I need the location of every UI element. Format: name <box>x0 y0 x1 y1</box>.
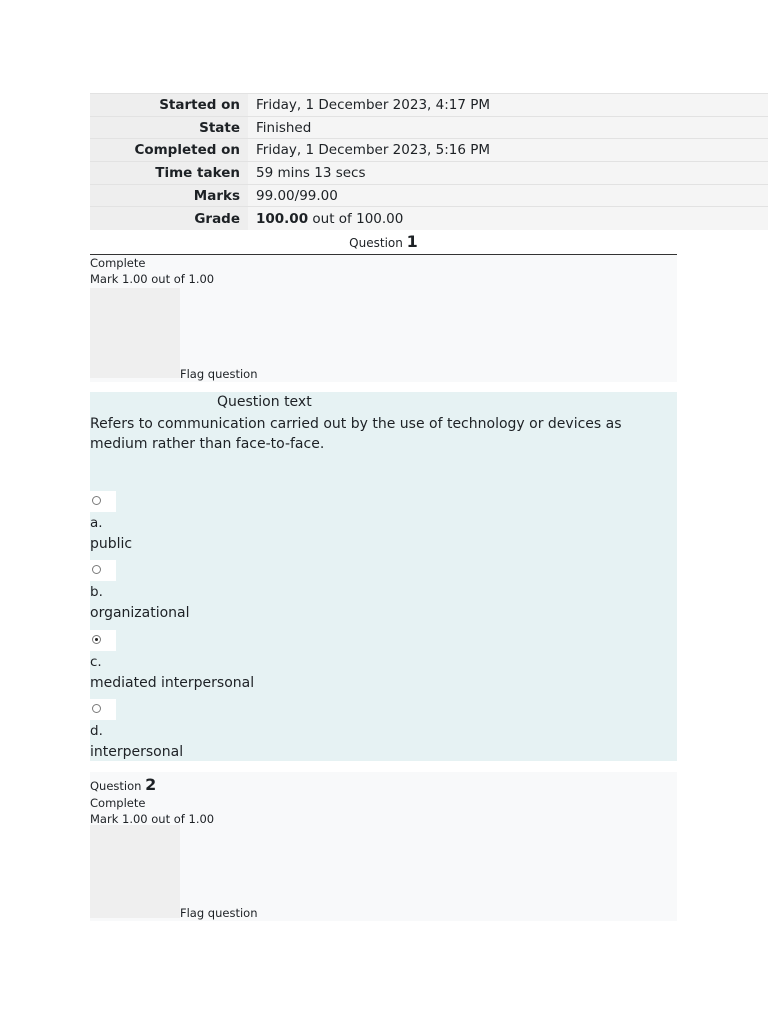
grade-label: Grade <box>90 207 248 230</box>
question-1-number: 1 <box>406 232 418 251</box>
option-c-radio-selected[interactable] <box>92 635 101 644</box>
grade-value <box>248 207 768 230</box>
question-1-label: Question <box>349 236 407 250</box>
question-1-flag-button[interactable]: Flag question <box>180 367 258 381</box>
option-a-radio-box[interactable] <box>90 491 116 512</box>
question-1-flag-image <box>90 288 180 378</box>
completed-on-label: Completed on <box>90 139 248 162</box>
marks-value: 99.00/99.00 <box>248 184 768 207</box>
option-d-letter: d. <box>90 723 103 739</box>
question-1-header <box>90 232 677 255</box>
option-a-letter: a. <box>90 515 103 531</box>
question-2-info <box>90 772 677 921</box>
started-on-label: Started on <box>90 94 248 117</box>
question-text-heading: Question text <box>217 394 312 410</box>
question-2-mark: Mark 1.00 out of 1.00 <box>90 811 215 826</box>
question-1-mark: Mark 1.00 out of 1.00 <box>90 271 215 286</box>
question-2-number: 2 <box>145 775 157 794</box>
started-on-value: Friday, 1 December 2023, 4:17 PM <box>248 94 768 117</box>
completed-on-value: Friday, 1 December 2023, 5:16 PM <box>248 139 768 162</box>
option-b-radio[interactable] <box>92 565 101 574</box>
state-value: Finished <box>248 116 768 139</box>
summary-row-marks <box>90 184 768 207</box>
state-label: State <box>90 116 248 139</box>
marks-label: Marks <box>90 184 248 207</box>
question-1-info <box>90 255 677 382</box>
option-d-radio-box[interactable] <box>90 699 116 720</box>
summary-row-completed <box>90 139 768 162</box>
question-2-flag-image <box>90 825 180 918</box>
summary-row-time <box>90 162 768 185</box>
time-taken-label: Time taken <box>90 162 248 185</box>
grade-score: 100.00 <box>256 210 309 227</box>
summary-row-state <box>90 116 768 139</box>
summary-row-grade <box>90 207 768 230</box>
option-b-letter: b. <box>90 584 103 600</box>
question-2-label: Question <box>90 779 146 793</box>
option-c-letter: c. <box>90 654 102 670</box>
summary-row-started <box>90 94 768 117</box>
option-d-radio[interactable] <box>92 704 101 713</box>
question-1-content <box>90 392 677 761</box>
question-2-header <box>90 775 677 796</box>
question-1-text: Refers to communication carried out by the use of technology or devices as medium rather than face-to-face. <box>90 416 622 452</box>
option-c-radio-box[interactable] <box>90 630 116 651</box>
option-a-text: public <box>90 536 133 552</box>
option-d-text: interpersonal <box>90 744 184 760</box>
option-c-text: mediated interpersonal <box>90 675 255 691</box>
question-1-status: Complete <box>90 256 146 270</box>
time-taken-value: 59 mins 13 secs <box>248 162 768 185</box>
option-b-radio-box[interactable] <box>90 560 116 581</box>
attempt-summary-table <box>90 93 768 230</box>
grade-out-of: out of 100.00 <box>308 210 404 227</box>
question-2-status: Complete <box>90 796 146 810</box>
option-a-radio[interactable] <box>92 496 101 505</box>
option-b-text: organizational <box>90 605 190 621</box>
question-2-flag-button[interactable]: Flag question <box>180 906 258 920</box>
